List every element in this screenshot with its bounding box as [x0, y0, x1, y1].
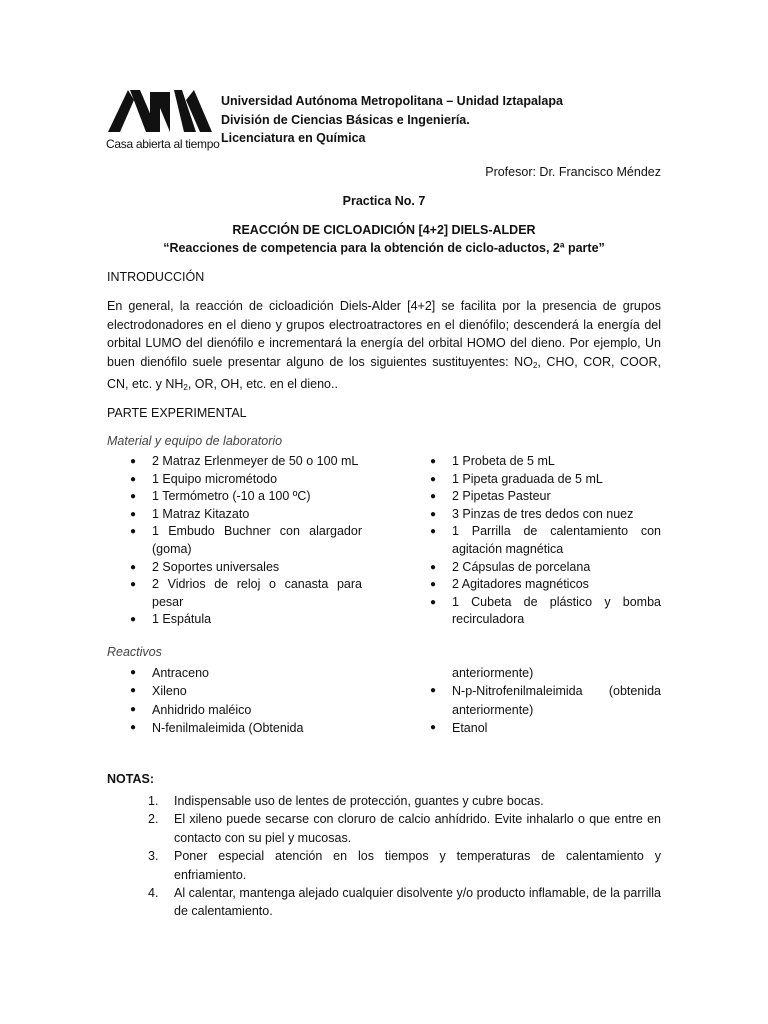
list-item — [130, 488, 362, 506]
bullet-icon: ● — [430, 456, 437, 467]
list-item-text: 1 Cubeta de plástico y bomba recirculadora — [452, 594, 661, 627]
note-item — [148, 810, 661, 847]
list-item — [130, 611, 362, 629]
bullet-icon: ● — [430, 526, 437, 538]
university-name: Universidad Autónoma Metropolitana – Unidad Iztapalapa — [221, 94, 563, 108]
list-item-text: N-p-Nitrofenilmaleimida (obtenida anteriormente) — [452, 684, 661, 717]
bullet-icon: ● — [130, 685, 137, 697]
list-item — [430, 576, 661, 594]
bullet-icon: ● — [130, 508, 137, 520]
note-text: Al calentar, mantenga alejado cualquier disolvente y/o producto inflamable, de la parrilla de calentamiento. — [174, 886, 661, 919]
list-item-text: Etanol — [452, 721, 488, 736]
note-number: 4. — [148, 886, 159, 901]
list-item-text: 2 Pipetas Pasteur — [452, 489, 551, 504]
list-item — [430, 488, 661, 506]
list-item — [430, 682, 661, 719]
list-item-text: 1 Equipo micrométodo — [152, 471, 278, 486]
list-item — [130, 559, 362, 577]
note-text: Indispensable uso de lentes de protección, guantes y cubre bocas. — [174, 794, 544, 808]
reactivos-list-left — [130, 664, 362, 738]
note-number: 2. — [148, 812, 159, 827]
list-item — [130, 664, 362, 682]
list-item — [130, 471, 362, 489]
intro-paragraph — [107, 297, 661, 398]
reactivos-heading: Reactivos — [107, 645, 162, 659]
practice-subtitle: “Reacciones de competencia para la obtención de ciclo-aductos, 2ª parte” — [163, 241, 605, 255]
list-item-text: 1 Termómetro (-10 a 100 ºC) — [152, 489, 311, 504]
material-heading: Material y equipo de laboratorio — [107, 434, 283, 448]
list-item-continuation — [430, 664, 661, 682]
list-item-text: 1 Espátula — [152, 612, 212, 627]
institution-block — [221, 92, 563, 148]
program-name: Licenciatura en Química — [221, 131, 366, 145]
list-item-text: 1 Probeta de 5 mL — [452, 454, 555, 468]
list-item — [130, 523, 362, 558]
list-item-text: 2 Agitadores magnéticos — [452, 577, 589, 592]
list-item-text: 2 Vidrios de reloj o canasta para pesar — [152, 577, 362, 609]
intro-text-3: , OR, OH, etc. en el dieno.. — [187, 377, 338, 392]
bullet-icon: ● — [430, 579, 437, 591]
bullet-icon: ● — [130, 473, 137, 485]
list-item-text: Xileno — [152, 684, 187, 699]
list-item-text: 3 Pinzas de tres dedos con nuez — [452, 506, 634, 521]
bullet-icon: ● — [430, 596, 437, 608]
experimental-heading: PARTE EXPERIMENTAL — [107, 406, 247, 420]
list-item-text: 1 Pipeta graduada de 5 mL — [452, 471, 603, 486]
list-item — [130, 506, 362, 524]
material-list-left — [130, 453, 362, 629]
logo-caption: Casa abierta al tiempo — [106, 137, 220, 151]
list-item — [130, 701, 362, 719]
list-item — [430, 506, 661, 524]
list-item-text: 2 Matraz Erlenmeyer de 50 o 100 mL — [152, 454, 359, 468]
bullet-icon: ● — [130, 722, 137, 734]
bullet-icon: ● — [130, 561, 137, 573]
intro-text-1: En general, la reacción de cicloadición Diels-Alder [4+2] se facilita por la presencia de grupos electrodonadores en el dieno y grupos electroatractores en el dienófilo; descenderá la energía del orbital LUMO del dienófilo e incrementará la energía del orbital HOMO del dieno. Por ejemplo, Un buen dienófilo suele presentar alguno de los siguientes sustituyentes: NO — [107, 299, 661, 369]
professor-line: Profesor: Dr. Francisco Méndez — [485, 165, 661, 179]
bullet-icon: ● — [130, 614, 137, 626]
list-item — [130, 453, 362, 471]
note-item — [148, 792, 661, 810]
division-name: División de Ciencias Básicas e Ingeniería. — [221, 112, 470, 127]
list-item — [130, 682, 362, 700]
list-item — [430, 594, 661, 629]
note-number: 3. — [148, 849, 159, 864]
bullet-icon: ● — [430, 473, 437, 485]
reaction-title: REACCIÓN DE CICLOADICIÓN [4+2] DIELS-ALDER — [232, 223, 536, 237]
uam-logo-icon — [106, 88, 214, 134]
list-item-text: N-fenilmaleimida (Obtenida — [152, 721, 304, 736]
note-text: Poner especial atención en los tiempos y temperaturas de calentamiento y enfriamiento. — [174, 849, 661, 882]
note-number: 1. — [148, 794, 159, 808]
bullet-icon: ● — [430, 685, 437, 697]
note-text: El xileno puede secarse con cloruro de calcio anhídrido. Evite inhalarlo o que entre en contacto con su piel y mucosas. — [174, 812, 661, 845]
list-item-text: 1 Matraz Kitazato — [152, 506, 250, 521]
notes-list — [148, 792, 661, 921]
bullet-icon: ● — [130, 703, 137, 715]
practice-number: Practica No. 7 — [342, 194, 426, 208]
list-item — [430, 719, 661, 737]
list-item — [430, 523, 661, 558]
list-item-text: 1 Embudo Buchner con alargador (goma) — [152, 524, 362, 556]
list-item — [130, 719, 362, 737]
list-item-text: anteriormente) — [452, 666, 534, 680]
intro-text-2: , CHO, COR, COOR, CN, etc. y NH — [107, 354, 661, 392]
list-item — [430, 453, 661, 471]
note-item — [148, 884, 661, 921]
bullet-icon: ● — [430, 561, 437, 573]
material-list-right — [430, 453, 661, 629]
intro-sub-1: 2 — [532, 360, 538, 370]
list-item-text: 1 Parrilla de calentamiento con agitación magnética — [452, 524, 661, 556]
list-item-text: Antraceno — [152, 666, 209, 680]
notes-heading: NOTAS: — [107, 772, 154, 786]
bullet-icon: ● — [430, 491, 437, 503]
note-item — [148, 847, 661, 884]
bullet-icon: ● — [130, 579, 137, 591]
list-item — [430, 471, 661, 489]
list-item — [430, 559, 661, 577]
bullet-icon: ● — [430, 722, 437, 734]
intro-sub-2: 2 — [183, 383, 188, 393]
bullet-icon: ● — [130, 526, 137, 538]
list-item-text: 2 Cápsulas de porcelana — [452, 559, 591, 574]
list-item — [130, 576, 362, 611]
list-item-text: 2 Soportes universales — [152, 559, 280, 574]
bullet-icon: ● — [130, 456, 137, 467]
intro-heading: INTRODUCCIÓN — [107, 270, 205, 284]
reactivos-list-right — [430, 664, 661, 738]
list-item-text: Anhidrido maléico — [152, 702, 252, 717]
bullet-icon: ● — [130, 667, 137, 678]
bullet-icon: ● — [430, 508, 437, 520]
bullet-icon: ● — [130, 491, 137, 503]
